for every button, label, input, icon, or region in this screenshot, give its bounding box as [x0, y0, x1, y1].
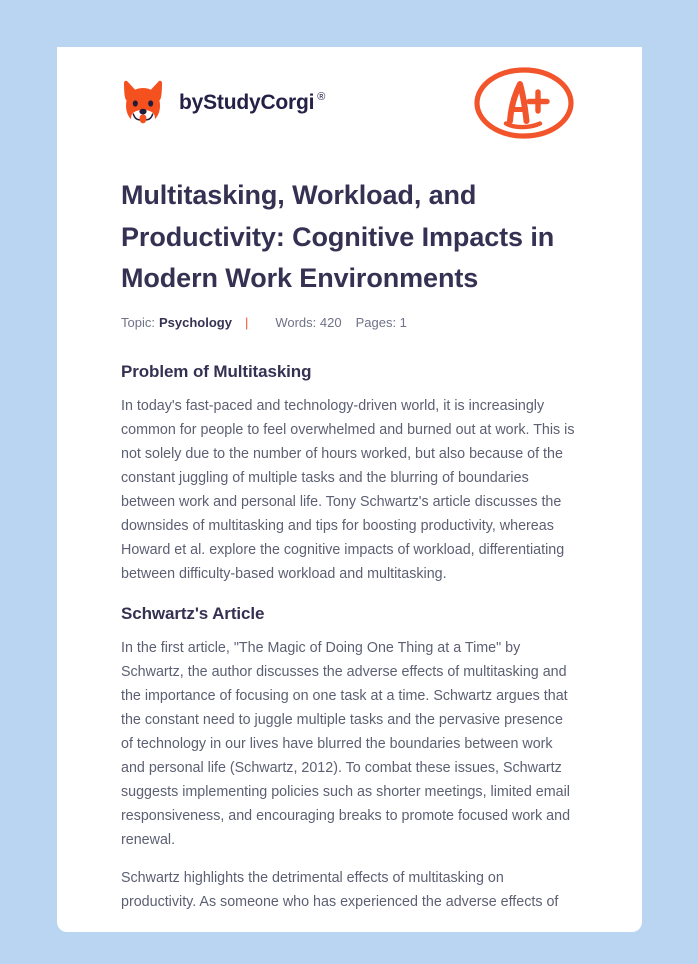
topic-value[interactable]: Psychology	[158, 314, 232, 330]
a-plus-grade-icon	[470, 64, 578, 142]
topic-label: Topic:	[121, 314, 155, 330]
document-header	[121, 47, 578, 153]
meta-separator: |	[244, 314, 249, 330]
page-count: Pages: 1	[355, 314, 407, 330]
page-title: Multitasking, Workload, and Productivity: Cognitive Impacts in Modern Work Environments	[121, 180, 555, 293]
document-page	[57, 47, 642, 932]
corgi-face-icon	[121, 79, 165, 127]
registered-trademark-icon: ®	[317, 91, 326, 103]
studycorgi-wordmark	[179, 91, 325, 115]
wordmark-name: StudyCorgi	[203, 91, 315, 114]
word-count: Words: 420	[275, 314, 342, 330]
paragraph: Schwartz highlights the detrimental effects of multitasking on productivity. As someone who has experienced the adverse effects of	[121, 869, 559, 910]
paragraph: In today's fast-paced and technology-driven world, it is increasingly common for people to feel overwhelmed and burned out at work. This is not solely due to the number of hours worked, but also because of the constant juggling of multiple tasks and the blurring of boundaries between work and personal life. Tony Schwartz's article discusses the downsides of multitasking and tips for boosting productivity, whereas Howard et al. explore the cognitive impacts of workload, differentiating between difficulty-based workload and multitasking.	[121, 397, 575, 582]
paragraph: In the first article, "The Magic of Doing One Thing at a Time" by Schwartz, the author discusses the adverse effects of multitasking and the importance of focusing on one task at a time. Schwartz argues that the constant need to juggle multiple tasks and the pervasive presence of technology in our lives have blurred the boundaries between work and personal life (Schwartz, 2012). To combat these issues, Schwartz suggests implementing policies such as shorter meetings, limited email responsiveness, and encouraging breaks to promote focused work and renewal.	[121, 639, 571, 848]
section-heading-schwartzs-article: Schwartz's Article	[121, 603, 265, 623]
section-heading-problem-of-multitasking: Problem of Multitasking	[121, 361, 312, 381]
studycorgi-brand[interactable]	[121, 79, 325, 127]
document-body	[121, 330, 578, 914]
wordmark-prefix: by	[179, 91, 204, 114]
document-meta	[121, 315, 578, 330]
